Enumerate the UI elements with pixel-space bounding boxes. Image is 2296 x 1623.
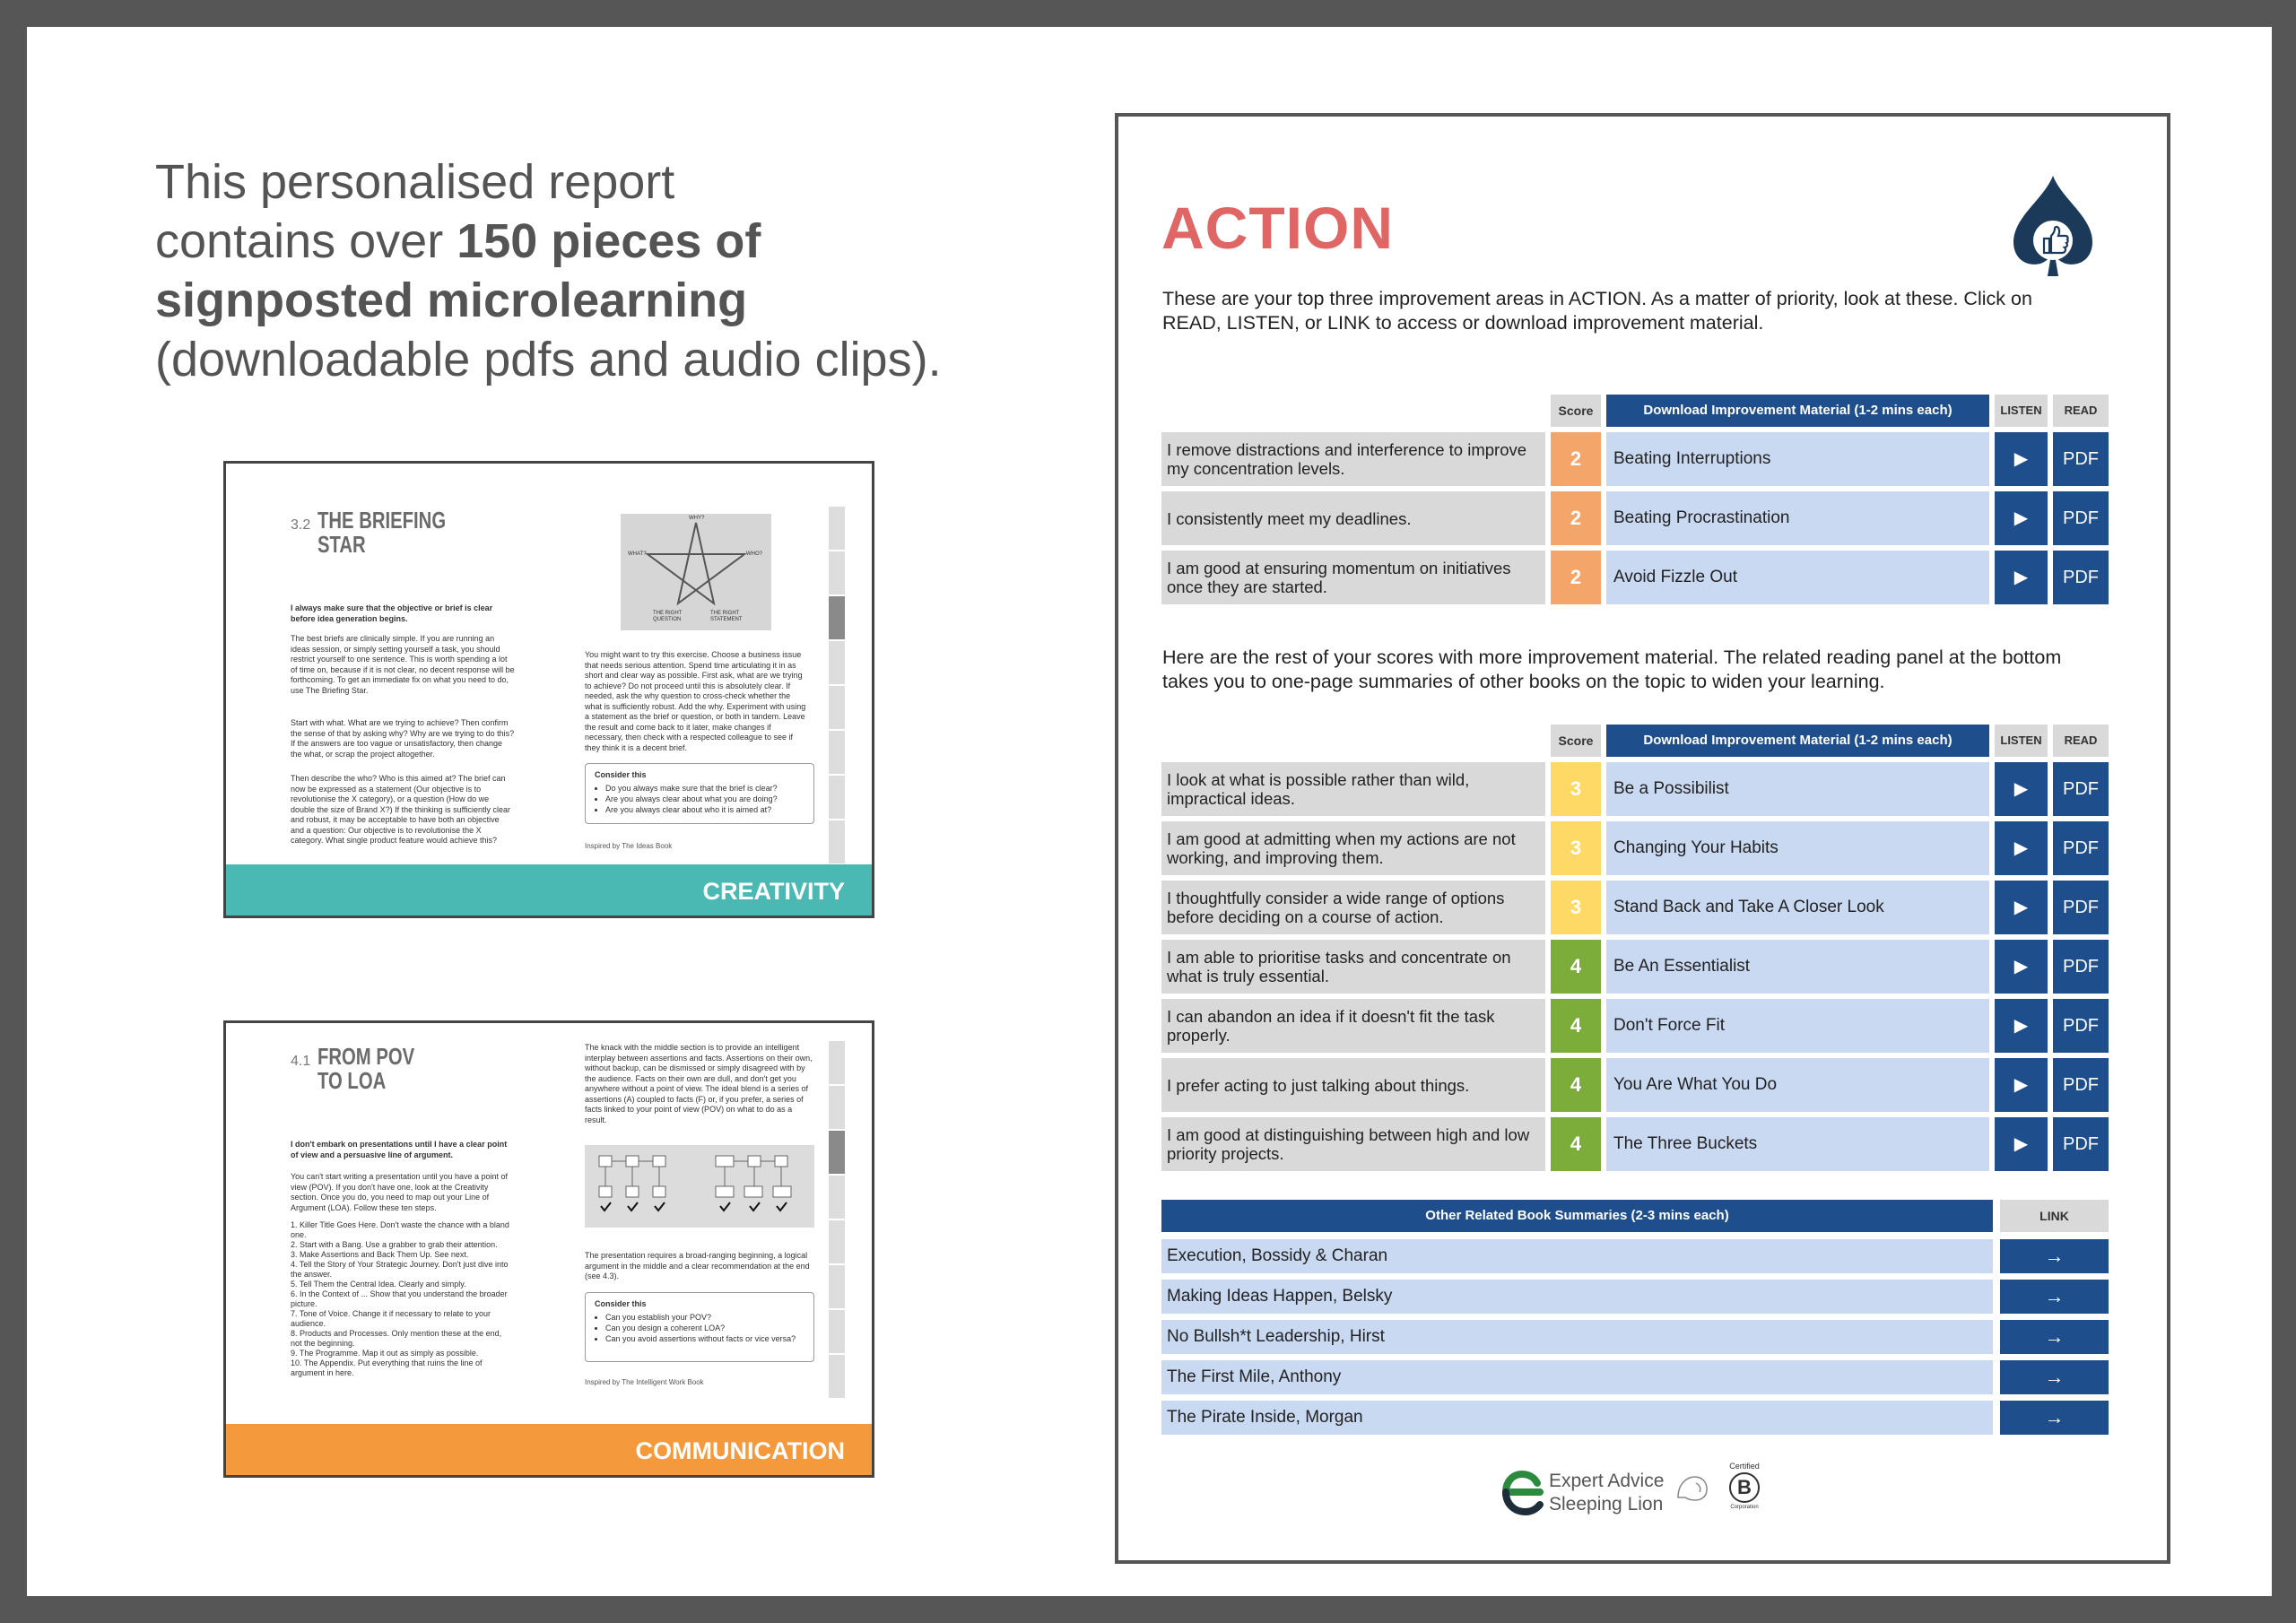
read-pdf-button[interactable]: PDF: [2053, 940, 2109, 994]
section-title-line-1: THE BRIEFING: [317, 507, 447, 534]
section-title: [317, 1045, 414, 1093]
read-pdf-button[interactable]: PDF: [2053, 551, 2109, 604]
read-pdf-button[interactable]: PDF: [2053, 821, 2109, 875]
section-number: 3.2: [291, 517, 311, 533]
improvement-row: [1161, 432, 2109, 486]
intro-line-1: This personalised report: [155, 155, 675, 209]
read-pdf-button[interactable]: PDF: [2053, 999, 2109, 1053]
action-report-page: [1115, 113, 2170, 1564]
assertion-fact-diagram: [585, 1145, 814, 1228]
paragraph-3: The presentation requires a broad-ranging beginning, a logical argument in the middle and a clear recommendation at the end (see 4.3).: [585, 1251, 810, 1280]
consider-item: • Can you design a coherent LOA?: [605, 1323, 804, 1333]
section-tabs: [829, 507, 845, 865]
b-corp-badge: [1725, 1462, 1764, 1524]
statement-cell: I prefer acting to just talking about things.: [1161, 1058, 1545, 1112]
consider-item: • Are you always clear about who it is aimed at?: [605, 804, 804, 815]
ten-steps-list: [291, 1220, 515, 1378]
score-badge: 3: [1551, 881, 1601, 934]
listen-play-button[interactable]: ▶: [1995, 432, 2048, 486]
read-pdf-button[interactable]: PDF: [2053, 491, 2109, 545]
paragraph-1: The best briefs are clinically simple. If you are running an ideas session, or simply setting yourself a task, you should restrict yourself to one sentence. This is worth spending a lot of time on, because if it is not clear, no decent response will be forthcoming. To get an immediate fix on what you need to do, use The Briefing Star.: [291, 634, 515, 695]
brand-logo: [1493, 1462, 1780, 1524]
book-title: No Bullsh*t Leadership, Hirst: [1161, 1320, 1993, 1354]
section-tab: [829, 1220, 845, 1263]
section-tabs: [829, 1041, 845, 1400]
section-tab: [829, 1265, 845, 1308]
read-header: READ: [2053, 395, 2109, 427]
intro-line-3-bold: signposted microlearning: [155, 273, 748, 327]
step-item: 5. Tell Them the Central Idea. Clearly and simply.: [291, 1280, 466, 1289]
expert-advice-logo-icon: [1493, 1465, 1547, 1519]
section-number: 4.1: [291, 1054, 311, 1069]
statement-cell: I look at what is possible rather than wild, impractical ideas.: [1161, 762, 1545, 816]
statement-cell: I remove distractions and interference to improve my concentration levels.: [1161, 432, 1545, 486]
improvement-row: [1161, 1058, 2109, 1112]
section-title: [317, 508, 446, 557]
consider-item: • Do you always make sure that the brief is clear?: [605, 783, 804, 794]
book-summary-row: [1161, 1239, 2109, 1273]
brand-line-1: Expert Advice: [1549, 1471, 1665, 1491]
read-header: READ: [2053, 725, 2109, 757]
intro-line-4: (downloadable pdfs and audio clips).: [155, 333, 942, 386]
read-pdf-button[interactable]: PDF: [2053, 881, 2109, 934]
intro-line-2: [155, 212, 1052, 271]
section-tab: [829, 1176, 845, 1219]
book-title: The Pirate Inside, Morgan: [1161, 1401, 1993, 1435]
improvement-row: [1161, 491, 2109, 545]
score-badge: 2: [1551, 491, 1601, 545]
paragraph-2: The knack with the middle section is to provide an intelligent interplay between assertions and facts. Assertions on their own, without backup, can be dismissed or simply disagreed with by the audience. Facts on their own are dull, and don't get you anywhere without a point of view. The ideal blend is a series of assertions (A) coupled to facts (F) or, if you prefer, a series of facts linked to your point of view (POV) on what to do as a result.: [585, 1043, 813, 1124]
book-summaries-header: Other Related Book Summaries (2-3 mins each): [1161, 1200, 1993, 1232]
page-canvas: [27, 27, 2272, 1596]
consider-this-box: [585, 1292, 814, 1362]
book-link-button[interactable]: →: [2000, 1401, 2109, 1435]
step-item: 9. The Programme. Map it out as simply as possible.: [291, 1349, 479, 1358]
consider-item: • Can you avoid assertions without facts or vice versa?: [605, 1333, 804, 1344]
material-title: Beating Interruptions: [1606, 432, 1989, 486]
link-header: LINK: [2000, 1200, 2109, 1232]
statement-cell: I can abandon an idea if it doesn't fit the task properly.: [1161, 999, 1545, 1053]
material-title: You Are What You Do: [1606, 1058, 1989, 1112]
material-header: Download Improvement Material (1-2 mins each): [1606, 725, 1989, 757]
listen-header: LISTEN: [1995, 395, 2048, 427]
section-tab-active: [829, 1131, 845, 1174]
paragraph-2: Start with what. What are we trying to achieve? Then confirm the sense of that by asking why? Why are we trying to do this? If the answers are too vague or unsatisfactory, then change the what, or scrap the project altogether.: [291, 718, 515, 759]
b-corp-letter: B: [1729, 1472, 1760, 1503]
intro-line-3: [155, 271, 1052, 330]
section-tab: [829, 1310, 845, 1353]
section-tab: [829, 731, 845, 774]
creativity-page-thumbnail: [223, 461, 874, 918]
score-badge: 4: [1551, 1117, 1601, 1171]
step-item: 7. Tone of Voice. Change it if necessary to relate to your audience.: [291, 1309, 491, 1328]
book-summary-row: [1161, 1280, 2109, 1314]
section-tab: [829, 1086, 845, 1129]
consider-this-box: [585, 763, 814, 824]
improvement-row: [1161, 999, 2109, 1053]
consider-this-title: Consider this: [595, 770, 647, 779]
listen-header: LISTEN: [1995, 725, 2048, 757]
score-badge: 3: [1551, 762, 1601, 816]
section-tab: [829, 507, 845, 550]
improvement-row: [1161, 551, 2109, 604]
report-mid-text: Here are the rest of your scores with more improvement material. The related reading panel at the bottom takes you to one-page summaries of other books on the topic to widen your learning.: [1162, 647, 2062, 692]
consider-item: • Can you establish your POV?: [605, 1312, 804, 1323]
score-badge: 4: [1551, 940, 1601, 994]
brand-line-2: Sleeping Lion: [1549, 1494, 1664, 1515]
star-label-statement: THE RIGHT STATEMENT: [710, 611, 743, 622]
material-title: Be An Essentialist: [1606, 940, 1989, 994]
briefing-star-diagram: [621, 514, 771, 630]
section-tab: [829, 1041, 845, 1084]
section-title-line-2: TO LOA: [317, 1067, 387, 1094]
read-pdf-button[interactable]: PDF: [2053, 762, 2109, 816]
improvement-row: [1161, 762, 2109, 816]
score-badge: 3: [1551, 821, 1601, 875]
material-header: Download Improvement Material (1-2 mins each): [1606, 395, 1989, 427]
intro-line-2-bold: 150 pieces of: [457, 214, 761, 268]
statement-cell: I am able to prioritise tasks and concentrate on what is truly essential.: [1161, 940, 1545, 994]
section-tab: [829, 641, 845, 684]
listen-play-button[interactable]: ▶: [1995, 1058, 2048, 1112]
listen-play-button[interactable]: ▶: [1995, 999, 2048, 1053]
inspired-by: Inspired by The Ideas Book: [585, 842, 673, 850]
listen-play-button[interactable]: ▶: [1995, 881, 2048, 934]
paragraph-4: You might want to try this exercise. Choose a business issue that needs serious attention. Spend time articulating it in as short and clear way as possible. First ask, what are we trying to achieve? Do not proceed until this is absolutely clear. If needed, ask the why question to cross-check whether the what is sufficiently robust. Add the why. Experiment with using a statement as the brief or question, or both in tandem. Leave the result and come back to it later, make changes if necessary, then check with a respected colleague to see if they think it is a decent brief.: [585, 650, 806, 752]
listen-play-button[interactable]: ▶: [1995, 551, 2048, 604]
material-title: The Three Buckets: [1606, 1117, 1989, 1171]
statement-cell: I thoughtfully consider a wide range of options before deciding on a course of action.: [1161, 881, 1545, 934]
lead-question: I always make sure that the objective or brief is clear before idea generation begins.: [291, 603, 493, 623]
step-item: 1. Killer Title Goes Here. Don't waste the chance with a bland one.: [291, 1220, 509, 1239]
spade-thumbs-up-icon: [2008, 172, 2098, 280]
report-title: ACTION: [1161, 195, 1394, 261]
inspired-by: Inspired by The Intelligent Work Book: [585, 1378, 704, 1386]
book-title: Execution, Bossidy & Charan: [1161, 1239, 1993, 1273]
book-title: Making Ideas Happen, Belsky: [1161, 1280, 1993, 1314]
star-label-who: WHO?: [746, 551, 762, 557]
intro-line-2-normal: contains over: [155, 214, 457, 268]
score-badge: 4: [1551, 999, 1601, 1053]
section-tab: [829, 1355, 845, 1398]
book-summary-row: [1161, 1401, 2109, 1435]
improvement-row: [1161, 881, 2109, 934]
listen-play-button[interactable]: ▶: [1995, 940, 2048, 994]
read-pdf-button[interactable]: PDF: [2053, 432, 2109, 486]
section-title-line-2: STAR: [317, 531, 366, 558]
book-link-button[interactable]: →: [2000, 1280, 2109, 1314]
book-link-button[interactable]: →: [2000, 1239, 2109, 1273]
paragraph-3: Then describe the who? Who is this aimed at? The brief can now be expressed as a statement (Our objective is to revolutionise the X category), or a question (How do we double the size of Brand X?) If the thinking is sufficiently clear and robust, it may be acceptable to have both an objective and a question: Our objective is to revolutionise the X category. What single product feature would achieve this?: [291, 774, 510, 845]
star-label-what: WHAT?: [628, 551, 647, 557]
score-badge: 2: [1551, 551, 1601, 604]
score-header: Score: [1551, 395, 1601, 427]
statement-cell: I am good at ensuring momentum on initiatives once they are started.: [1161, 551, 1545, 604]
book-summary-row: [1161, 1360, 2109, 1394]
paragraph-1: You can't start writing a presentation until you have a point of view (POV). If you don't have one, look at the Creativity section. Once you do, you need to map out your Line of Argument (LOA). Follow these ten steps.: [291, 1172, 509, 1212]
section-title-line-1: FROM POV: [317, 1043, 415, 1070]
b-corp-corporation: Corporation: [1730, 1505, 1759, 1510]
read-pdf-button[interactable]: PDF: [2053, 1058, 2109, 1112]
material-title: Beating Procrastination: [1606, 491, 1989, 545]
step-item: 8. Products and Processes. Only mention these at the end, not the beginning.: [291, 1329, 502, 1348]
book-summary-row: [1161, 1320, 2109, 1354]
listen-play-button[interactable]: ▶: [1995, 762, 2048, 816]
listen-play-button[interactable]: ▶: [1995, 1117, 2048, 1171]
communication-page-thumbnail: [223, 1020, 874, 1478]
score-badge: 4: [1551, 1058, 1601, 1112]
communication-footer-bar: COMMUNICATION: [226, 1424, 872, 1475]
book-title: The First Mile, Anthony: [1161, 1360, 1993, 1394]
book-link-button[interactable]: →: [2000, 1360, 2109, 1394]
lead-question: I don't embark on presentations until I have a clear point of view and a persuasive line of argument.: [291, 1140, 508, 1159]
creativity-footer-bar: CREATIVITY: [226, 864, 872, 916]
step-item: 3. Make Assertions and Back Them Up. See next.: [291, 1250, 469, 1259]
material-title: Stand Back and Take A Closer Look: [1606, 881, 1989, 934]
improvement-row: [1161, 1117, 2109, 1171]
statement-cell: I consistently meet my deadlines.: [1161, 491, 1545, 545]
material-title: Don't Force Fit: [1606, 999, 1989, 1053]
listen-play-button[interactable]: ▶: [1995, 821, 2048, 875]
section-tab: [829, 820, 845, 864]
improvement-row: [1161, 940, 2109, 994]
step-item: 2. Start with a Bang. Use a grabber to grab their attention.: [291, 1240, 498, 1249]
material-title: Avoid Fizzle Out: [1606, 551, 1989, 604]
improvement-row: [1161, 821, 2109, 875]
section-tab: [829, 686, 845, 729]
material-title: Changing Your Habits: [1606, 821, 1989, 875]
step-item: 6. In the Context of ... Show that you understand the broader picture.: [291, 1289, 508, 1308]
score-badge: 2: [1551, 432, 1601, 486]
section-tab: [829, 551, 845, 595]
star-label-why: WHY?: [689, 516, 705, 521]
section-tab: [829, 776, 845, 819]
step-item: 10. The Appendix. Put everything that ruins the line of argument in here.: [291, 1358, 483, 1377]
flow-icon: [585, 1145, 814, 1228]
report-intro-text: These are your top three improvement areas in ACTION. As a matter of priority, look at these. Click on READ, LISTEN, or LINK to access or download improvement material.: [1162, 288, 2032, 334]
intro-text: [155, 152, 1052, 389]
listen-play-button[interactable]: ▶: [1995, 491, 2048, 545]
statement-cell: I am good at distinguishing between high and low priority projects.: [1161, 1117, 1545, 1171]
b-corp-certified: Certified: [1729, 1462, 1760, 1471]
lion-icon: [1673, 1471, 1712, 1506]
read-pdf-button[interactable]: PDF: [2053, 1117, 2109, 1171]
consider-this-title: Consider this: [595, 1299, 647, 1308]
statement-cell: I am good at admitting when my actions are not working, and improving them.: [1161, 821, 1545, 875]
section-tab-active: [829, 596, 845, 639]
star-label-question: THE RIGHT QUESTION: [653, 611, 683, 622]
score-header: Score: [1551, 725, 1601, 757]
step-item: 4. Tell the Story of Your Strategic Journey. Don't just dive into the answer.: [291, 1260, 509, 1279]
book-link-button[interactable]: →: [2000, 1320, 2109, 1354]
consider-item: • Are you always clear about what you are doing?: [605, 794, 804, 804]
material-title: Be a Possibilist: [1606, 762, 1989, 816]
